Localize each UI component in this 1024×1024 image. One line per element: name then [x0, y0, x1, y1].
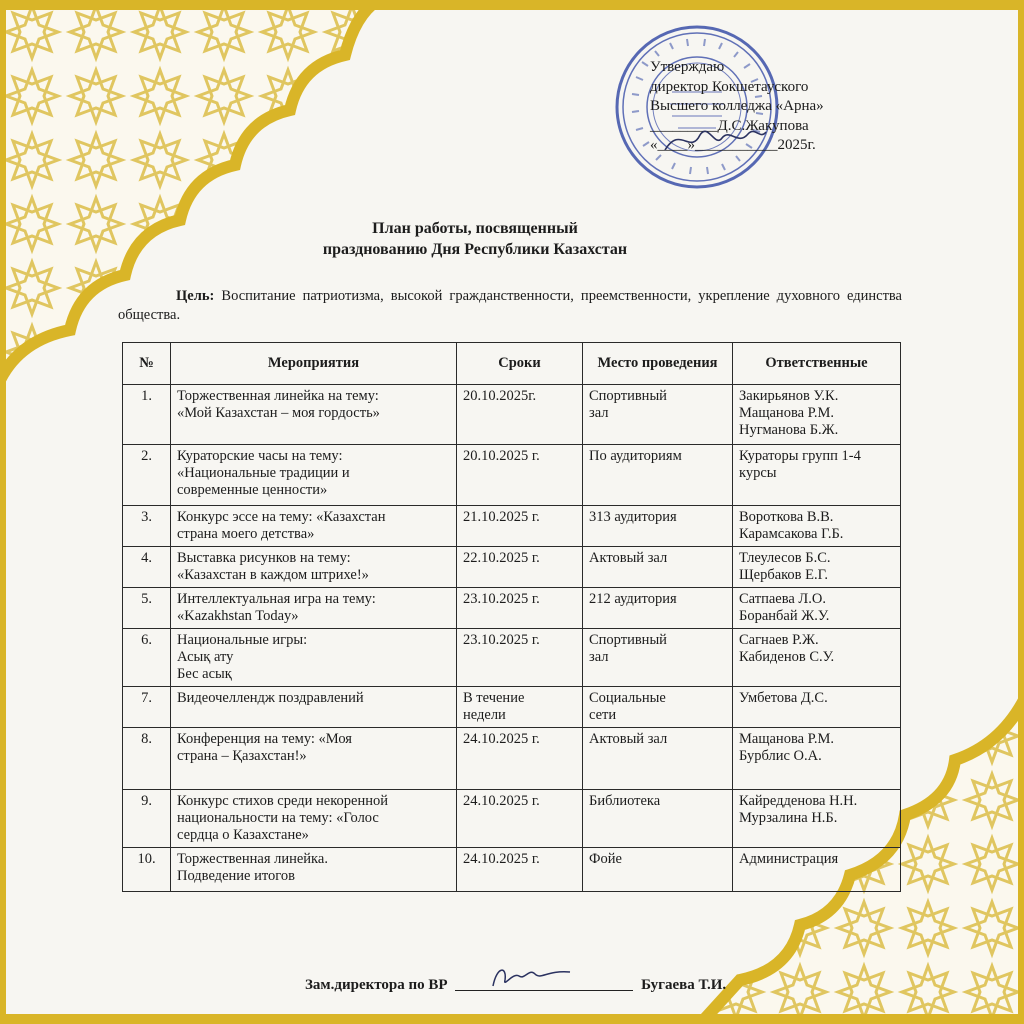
- row-event: [171, 385, 457, 445]
- header-place: Место проведения: [583, 343, 733, 385]
- row-responsible-line: Тлеулесов Б.С.: [739, 550, 831, 566]
- title-line-2: празднованию Дня Республики Казахстан: [322, 241, 628, 258]
- row-date: [457, 506, 583, 547]
- row-event-line: «Национальные традиции и: [177, 465, 350, 481]
- row-date-line: 23.10.2025 г.: [463, 591, 540, 607]
- signer-name: Бугаева Т.И.: [641, 977, 727, 993]
- table-row: [123, 629, 901, 687]
- event-plan-table: [122, 342, 901, 892]
- row-event-line: современные ценности»: [177, 482, 328, 498]
- row-responsible-line: Администрация: [739, 851, 839, 867]
- row-date: [457, 547, 583, 588]
- row-event-line: страна моего детства»: [177, 526, 315, 542]
- row-place-line: Социальные: [589, 690, 666, 706]
- row-responsible-line: курсы: [739, 465, 777, 481]
- table-row: [123, 385, 901, 445]
- row-responsible-line: Умбетова Д.С.: [739, 690, 828, 706]
- row-date: [457, 790, 583, 848]
- row-number: 9.: [123, 790, 171, 848]
- row-place-line: Актовый зал: [589, 731, 668, 747]
- table-header-row: [123, 343, 901, 385]
- row-number: 3.: [123, 506, 171, 547]
- table-row: [123, 687, 901, 728]
- row-number: 6.: [123, 629, 171, 687]
- row-date-line: 24.10.2025 г.: [463, 731, 540, 747]
- director-signature: [660, 120, 770, 160]
- row-event: [171, 547, 457, 588]
- row-date-line: 22.10.2025 г.: [463, 550, 540, 566]
- row-place-line: По аудиториям: [589, 448, 682, 464]
- signature-block: [305, 976, 775, 994]
- row-event: [171, 687, 457, 728]
- approval-line: Высшего колледжа «Арна»: [650, 98, 824, 114]
- row-date-line: недели: [463, 707, 506, 723]
- row-responsible: [733, 506, 901, 547]
- row-event-line: Подведение итогов: [177, 868, 295, 884]
- row-responsible: [733, 629, 901, 687]
- row-place: [583, 848, 733, 892]
- row-place: [583, 385, 733, 445]
- row-place: [583, 629, 733, 687]
- row-number: 2.: [123, 445, 171, 506]
- header-responsible: Ответственные: [733, 343, 901, 385]
- row-event-line: Торжественная линейка.: [177, 851, 328, 867]
- row-responsible-line: Кабиденов С.У.: [739, 649, 835, 665]
- table-row: [123, 506, 901, 547]
- row-event-line: Кураторские часы на тему:: [177, 448, 343, 464]
- row-event-line: Конкурс стихов среди некоренной: [177, 793, 388, 809]
- row-place-line: Актовый зал: [589, 550, 668, 566]
- row-number: 5.: [123, 588, 171, 629]
- row-date-line: 24.10.2025 г.: [463, 851, 540, 867]
- row-date: [457, 728, 583, 790]
- row-responsible: [733, 790, 901, 848]
- row-number: 10.: [123, 848, 171, 892]
- approval-line: _________Д.С.Жакупова: [650, 117, 809, 134]
- row-place-line: Библиотека: [589, 793, 661, 809]
- row-date-line: В течение: [463, 690, 525, 706]
- row-event-line: Национальные игры:: [177, 632, 308, 648]
- row-responsible-line: Мащанова Р.М.: [739, 405, 835, 421]
- row-date: [457, 588, 583, 629]
- row-event-line: Конкурс эссе на тему: «Казахстан: [177, 509, 386, 525]
- row-date: [457, 385, 583, 445]
- signer-position: Зам.директора по ВР: [305, 977, 448, 993]
- table-body: [123, 385, 901, 892]
- row-event-line: «Казахстан в каждом штрихе!»: [177, 567, 369, 583]
- row-place: [583, 445, 733, 506]
- row-place: [583, 687, 733, 728]
- row-event-line: Асық ату: [177, 649, 234, 665]
- row-event-line: «Мой Казахстан – моя гордость»: [177, 405, 380, 421]
- row-event: [171, 790, 457, 848]
- row-number: 8.: [123, 728, 171, 790]
- table-row: [123, 728, 901, 790]
- row-place-line: Спортивный: [589, 632, 667, 648]
- table-row: [123, 588, 901, 629]
- row-date: [457, 687, 583, 728]
- row-responsible-line: Нугманова Б.Ж.: [739, 422, 839, 438]
- goal-text: Воспитание патриотизма, высокой гражданственности, преемственности, укрепление духовного единства общества.: [118, 288, 902, 323]
- header-dates: Сроки: [457, 343, 583, 385]
- title-line-1: План работы, посвященный: [372, 220, 578, 237]
- row-place-line: зал: [589, 405, 609, 421]
- row-event-line: Торжественная линейка на тему:: [177, 388, 379, 404]
- header-number: №: [123, 343, 171, 385]
- row-place: [583, 588, 733, 629]
- row-responsible-line: Мащанова Р.М.: [739, 731, 835, 747]
- row-place-line: Спортивный: [589, 388, 667, 404]
- row-event: [171, 445, 457, 506]
- row-place: [583, 728, 733, 790]
- row-date: [457, 445, 583, 506]
- goal-label: Цель:: [176, 288, 215, 304]
- row-event-line: Бес асық: [177, 666, 232, 682]
- row-responsible-line: Кураторы групп 1-4: [739, 448, 861, 464]
- row-responsible: [733, 687, 901, 728]
- row-responsible-line: Щербаков Е.Г.: [739, 567, 829, 583]
- table-row: [123, 445, 901, 506]
- row-place-line: Фойе: [589, 851, 622, 867]
- row-event: [171, 506, 457, 547]
- row-responsible: [733, 547, 901, 588]
- row-date-line: 23.10.2025 г.: [463, 632, 540, 648]
- row-responsible-line: Вороткова В.В.: [739, 509, 834, 525]
- row-place-line: зал: [589, 649, 609, 665]
- row-number: 1.: [123, 385, 171, 445]
- row-responsible-line: Боранбай Ж.У.: [739, 608, 830, 624]
- row-place-line: 212 аудитория: [589, 591, 677, 607]
- row-responsible-line: Мурзалина Н.Б.: [739, 810, 838, 826]
- row-place: [583, 790, 733, 848]
- row-date-line: 24.10.2025 г.: [463, 793, 540, 809]
- row-date-line: 20.10.2025 г.: [463, 448, 540, 464]
- table-row: [123, 790, 901, 848]
- approval-line: «____»___________2025г.: [650, 137, 816, 153]
- row-event-line: страна – Қазахстан!»: [177, 748, 307, 764]
- row-date-line: 21.10.2025 г.: [463, 509, 540, 525]
- approval-line: Утверждаю: [650, 59, 725, 75]
- row-responsible: [733, 848, 901, 892]
- goal-paragraph: [118, 287, 902, 325]
- row-event: [171, 728, 457, 790]
- row-event-line: Видеочеллендж поздравлений: [177, 690, 364, 706]
- row-responsible-line: Кайредденова Н.Н.: [739, 793, 858, 809]
- row-number: 7.: [123, 687, 171, 728]
- row-event-line: Выставка рисунков на тему:: [177, 550, 351, 566]
- row-event: [171, 629, 457, 687]
- row-responsible: [733, 728, 901, 790]
- table-row: [123, 848, 901, 892]
- row-place: [583, 547, 733, 588]
- deputy-signature: [485, 962, 575, 992]
- row-event: [171, 848, 457, 892]
- row-event-line: национальности на тему: «Голос: [177, 810, 379, 826]
- row-event-line: сердца о Казахстане»: [177, 827, 309, 843]
- row-date: [457, 629, 583, 687]
- document-title: [200, 218, 750, 260]
- row-responsible-line: Бурблис О.А.: [739, 748, 822, 764]
- row-place: [583, 506, 733, 547]
- row-event-line: «Kazakhstan Today»: [177, 608, 299, 624]
- header-events: Мероприятия: [171, 343, 457, 385]
- row-responsible-line: Сагнаев Р.Ж.: [739, 632, 819, 648]
- row-responsible-line: Сатпаева Л.О.: [739, 591, 826, 607]
- approval-line: директор Кокшетауского: [650, 78, 809, 95]
- row-responsible-line: Карамсакова Г.Б.: [739, 526, 844, 542]
- row-responsible: [733, 445, 901, 506]
- row-event-line: Интеллектуальная игра на тему:: [177, 591, 376, 607]
- row-date-line: 20.10.2025г.: [463, 388, 537, 404]
- table-row: [123, 547, 901, 588]
- row-responsible: [733, 385, 901, 445]
- signature-line: [455, 976, 633, 991]
- row-event-line: Конференция на тему: «Моя: [177, 731, 352, 747]
- row-place-line: 313 аудитория: [589, 509, 677, 525]
- row-place-line: сети: [589, 707, 617, 723]
- row-date: [457, 848, 583, 892]
- row-responsible: [733, 588, 901, 629]
- row-event: [171, 588, 457, 629]
- row-number: 4.: [123, 547, 171, 588]
- row-responsible-line: Закирьянов У.К.: [739, 388, 839, 404]
